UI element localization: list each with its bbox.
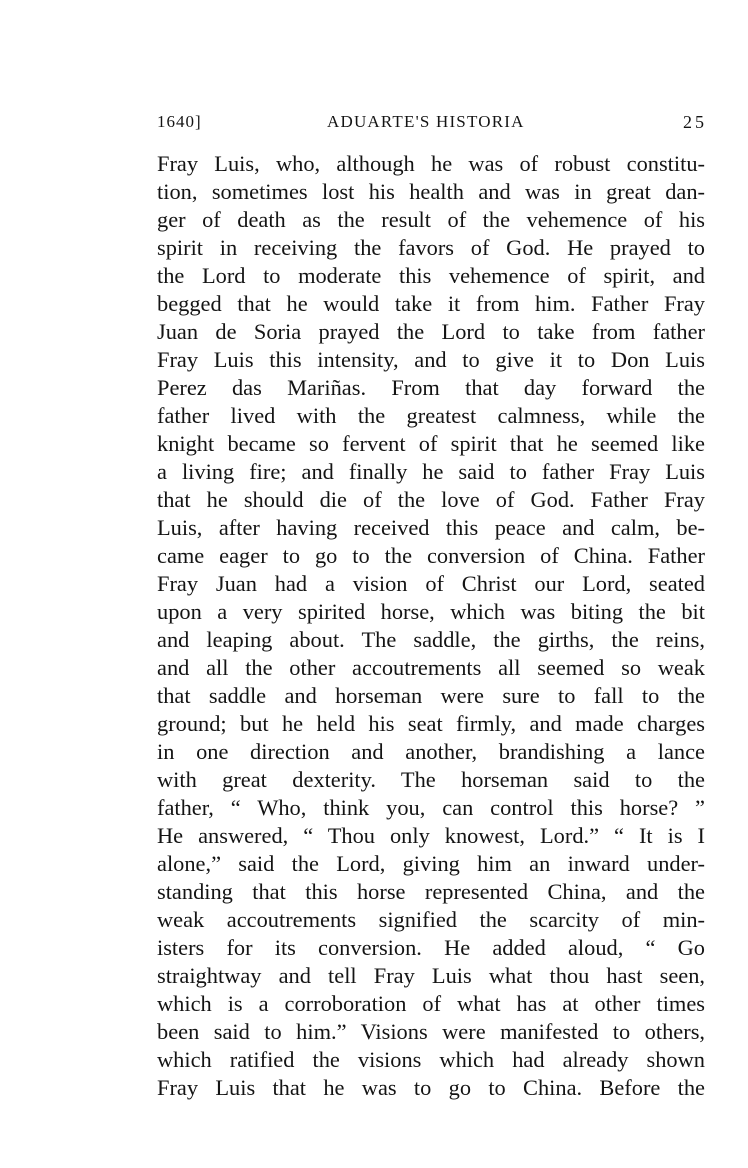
text-line: ground; but he held his seat firmly, and made charges [157,711,705,736]
text-line: standing that this horse represented China, and the [157,879,705,904]
text-line: with great dexterity. The horseman said to the [157,767,705,792]
body-text [157,150,705,1102]
text-line: alone,” said the Lord, giving him an inward under- [157,851,705,876]
text-line: straightway and tell Fray Luis what thou hast seen, [157,963,705,988]
text-line: knight became so fervent of spirit that he seemed like [157,431,705,456]
text-line: Juan de Soria prayed the Lord to take from father [157,319,705,344]
page-number: 25 [683,112,707,132]
text-line: which is a corroboration of what has at other times [157,991,705,1016]
text-line: ger of death as the result of the vehemence of his [157,207,705,232]
text-line: that he should die of the love of God. Father Fray [157,487,705,512]
text-line: which ratified the visions which had already shown [157,1047,705,1072]
text-line: Fray Luis this intensity, and to give it to Don Luis [157,347,705,372]
text-line: came eager to go to the conversion of China. Father [157,543,705,568]
text-line: Fray Luis that he was to go to China. Before the [157,1075,705,1100]
text-line: father lived with the greatest calmness, while the [157,403,705,428]
text-line: upon a very spirited horse, which was biting the bit [157,599,705,624]
text-line: Luis, after having received this peace and calm, be- [157,515,705,540]
text-line: and leaping about. The saddle, the girths, the reins, [157,627,705,652]
text-line: Fray Luis, who, although he was of robust constitu- [157,151,705,176]
text-line: weak accoutrements signified the scarcity of min- [157,907,705,932]
text-line: Perez das Mariñas. From that day forward the [157,375,705,400]
text-line: spirit in receiving the favors of God. He prayed to [157,235,705,260]
text-line: tion, sometimes lost his health and was in great dan- [157,179,705,204]
text-line: the Lord to moderate this vehemence of spirit, and [157,263,705,288]
text-line: begged that he would take it from him. Father Fray [157,291,705,316]
header-title: ADUARTE'S HISTORIA [327,112,525,131]
header-year: 1640] [157,112,202,131]
text-line: isters for its conversion. He added aloud, “ Go [157,935,705,960]
text-line: Fray Juan had a vision of Christ our Lord, seated [157,571,705,596]
text-line: been said to him.” Visions were manifested to others, [157,1019,705,1044]
text-line: that saddle and horseman were sure to fall to the [157,683,705,708]
text-line: He answered, “ Thou only knowest, Lord.” “ It is I [157,823,705,848]
text-line: father, “ Who, think you, can control this horse? ” [157,795,705,820]
text-line: a living fire; and finally he said to father Fray Luis [157,459,705,484]
text-line: in one direction and another, brandishing a lance [157,739,705,764]
running-header [157,112,707,138]
text-line: and all the other accoutrements all seemed so weak [157,655,705,680]
